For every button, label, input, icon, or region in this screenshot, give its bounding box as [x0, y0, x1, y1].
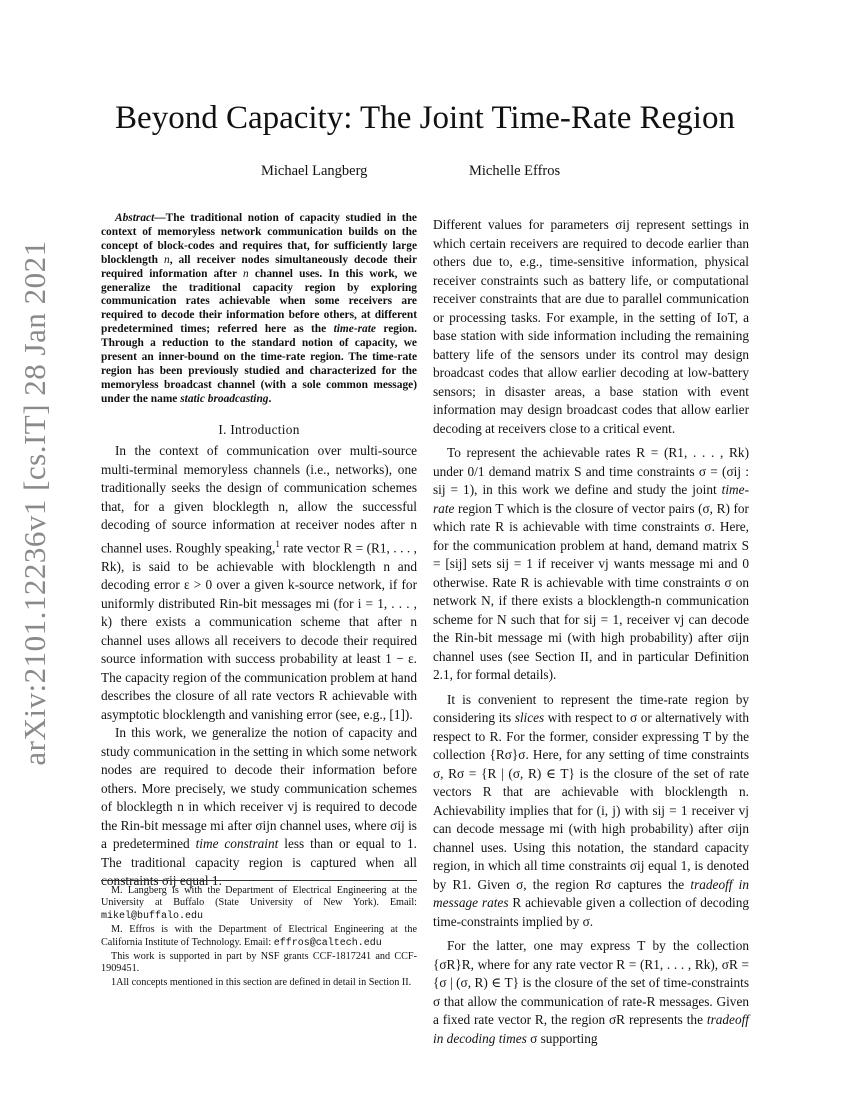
abstract-text: channel uses. In this work, we generalize the traditional capacity region by exploring communication rates achievable when some receivers are required to decode their information before others, at different predetermined times; referred here as the — [101, 267, 417, 336]
footnote: This work is supported in part by NSF grants CCF-1817241 and CCF-1909451. — [101, 951, 417, 975]
paragraph-text: It is convenient to represent the time-rate region by considering its — [433, 691, 749, 725]
emphasis: slices — [514, 710, 545, 725]
abstract-text: . — [268, 392, 272, 405]
author-name: Michael Langberg — [261, 163, 368, 179]
paragraph — [101, 724, 417, 891]
emphasis: tradeoff in message rates — [433, 876, 749, 910]
paragraph: Different values for parameters σij represent settings in which certain receivers are required to decode earlier than others due to, e.g., time-sensitive information, physical receiver constraints such as battery life, or computational receiver constraints that are due to parallel communication or processing tasks. For example, in the setting of IoT, a base station with side information including the remaining battery life of the sensors under its control may design broadcast codes that allow earlier decoding at low-battery sensors; in disaster areas, a base station with event information may design broadcast codes that allow earlier decoding at receivers close to a critical event. — [433, 217, 749, 436]
paragraph-text: less than or equal to 1. The traditional capacity region is captured when all constraints σij equal 1. — [101, 836, 417, 889]
arxiv-id: arXiv:2101.12236v1 [cs.IT] 28 Jan 2021 — [17, 240, 52, 766]
emphasis: time constraint — [195, 836, 279, 852]
right-column — [433, 216, 749, 1048]
abstract-emphasis: static broadcasting — [180, 392, 269, 405]
emphasis: time-rate — [433, 482, 749, 516]
footnote-marker: 1 — [275, 538, 280, 549]
paragraph-text: σ supporting — [526, 1030, 598, 1046]
paragraph-text: with respect to σ or alternatively with respect to R. For the former, consider expressing T by the collection {Rσ}σ. Here, for any setting of time constraints σ, Rσ = {R | (σ, R) ∈ T} is the closure of the set of rate vectors R that are achievable with blocklength n. Achievability implies that for (i, j) with sij = 1 receiver vj can decode message mi (with high probability) after σijn channel uses. Using this notation, the standard capacity region, in which all time constraints σij equal 1, is denoted by R1. Given σ, the region Rσ captures the — [433, 710, 749, 892]
paragraph — [433, 444, 749, 685]
paragraph-text: R achievable given a collection of decoding time-constraints implied by σ. — [433, 895, 749, 929]
abstract-text: , all receiver nodes simultaneously decode their required information after — [101, 253, 417, 280]
arxiv-stamp — [14, 240, 56, 766]
paragraph — [433, 691, 749, 932]
email-link[interactable]: mikel@buffalo.edu — [101, 910, 204, 922]
author-name: Michelle Effros — [469, 163, 561, 179]
section-heading: I. Introduction — [218, 421, 300, 437]
abstract-text: The traditional notion of capacity studied in the context of memoryless network communication builds on the concept of block-codes and requires that, for sufficiently large blocklength — [101, 212, 417, 266]
paragraph — [101, 442, 417, 724]
left-column — [101, 212, 417, 891]
paragraph-text: region T which is the closure of vector pairs (σ, R) for which rate R is achievable with time constraints σ. Here, for the communication problem at hand, demand matrix S = [sij] sets sij = 1 if receiver vj wants message mi and 0 otherwise. Rate R is achievable with time constraints σ on network N, if there exists a blocklength-n communication scheme for N such that for sij = 1, receiver vj can decode the Rin-bit message mi (with high probability) after σijn channel uses (see Section II, and in particular Definition 2.1, for formal details). — [433, 500, 749, 682]
paragraph-text: In this work, we generalize the notion of capacity and study communication in the setting in which some network nodes are required to decode their information before others. More precisely, we study communication schemes of blocklegth n in which receiver vj is required to decode the Rin-bit message mi after σijn channel uses, where σij is a predetermined — [101, 725, 417, 852]
paragraph-text: rate vector R = (R1, . . . , Rk), is said to be achievable with blocklength n and decoding error ε > 0 over a given k-source network, if for uniformly distributed Rin-bit messages mi (for i = 1, . . . , k) there exists a communication scheme that after n channel uses allows all receivers to decode their required source information with success probability at least 1 − ε. The capacity region of the communication problem at hand describes the closure of all rate vectors R achievable with asymptotic blocklength and vanishing error (see, e.g., [1]). — [101, 540, 417, 722]
math-n: n — [243, 267, 249, 280]
abstract — [101, 212, 417, 407]
abstract-text: region. Through a reduction to the standard notion of capacity, we present an inner-bound on the time-rate region. The time-rate region has been previously studied and characterized for the memoryless broadcast channel (with a sole common message) under the name — [101, 323, 417, 405]
footnote: 1All concepts mentioned in this section are defined in detail in Section II. — [111, 976, 412, 988]
footnote-text: M. Effros is with the Department of Electrical Engineering at the California Institute of Technology. Email: — [101, 924, 417, 948]
math-n: n — [163, 253, 170, 266]
footnote — [101, 924, 417, 950]
abstract-emphasis: time-rate — [333, 323, 376, 336]
emphasis: tradeoff in decoding times — [433, 1012, 749, 1046]
paragraph-text: In the context of communication over multi-source multi-terminal memoryless channels (i.e., networks), one traditionally seeks the design of communication schemes that, for a given blocklegth n, allow the successful decoding of source information at receiver nodes after n channel uses. Roughly speaking, — [101, 443, 417, 556]
email-link[interactable]: effros@caltech.edu — [273, 937, 382, 949]
paragraph-text: To represent the achievable rates R = (R1, . . . , Rk) under 0/1 demand matrix S and time constraints σ = (σij : sij = 1), in this work we define and study the joint — [433, 445, 749, 497]
paragraph — [433, 937, 749, 1048]
footnote-text: M. Langberg is with the Department of Electrical Engineering at the University at Buffalo (State University of New York). Email: — [101, 885, 417, 909]
abstract-label: Abstract— — [115, 212, 166, 224]
footnote — [101, 885, 417, 923]
paper-title: Beyond Capacity: The Joint Time-Rate Region — [115, 100, 735, 136]
paragraph-text: For the latter, one may express T by the collection {σR}R, where for any rate vector R = (R1, . . . , Rk), σR = {σ | (σ, R) ∈ T} is the closure of the set of time-constraints σ that allow the communication of rate-R messages. Given a fixed rate vector R, the region σR represents the — [433, 938, 749, 1027]
footnotes — [101, 880, 417, 990]
